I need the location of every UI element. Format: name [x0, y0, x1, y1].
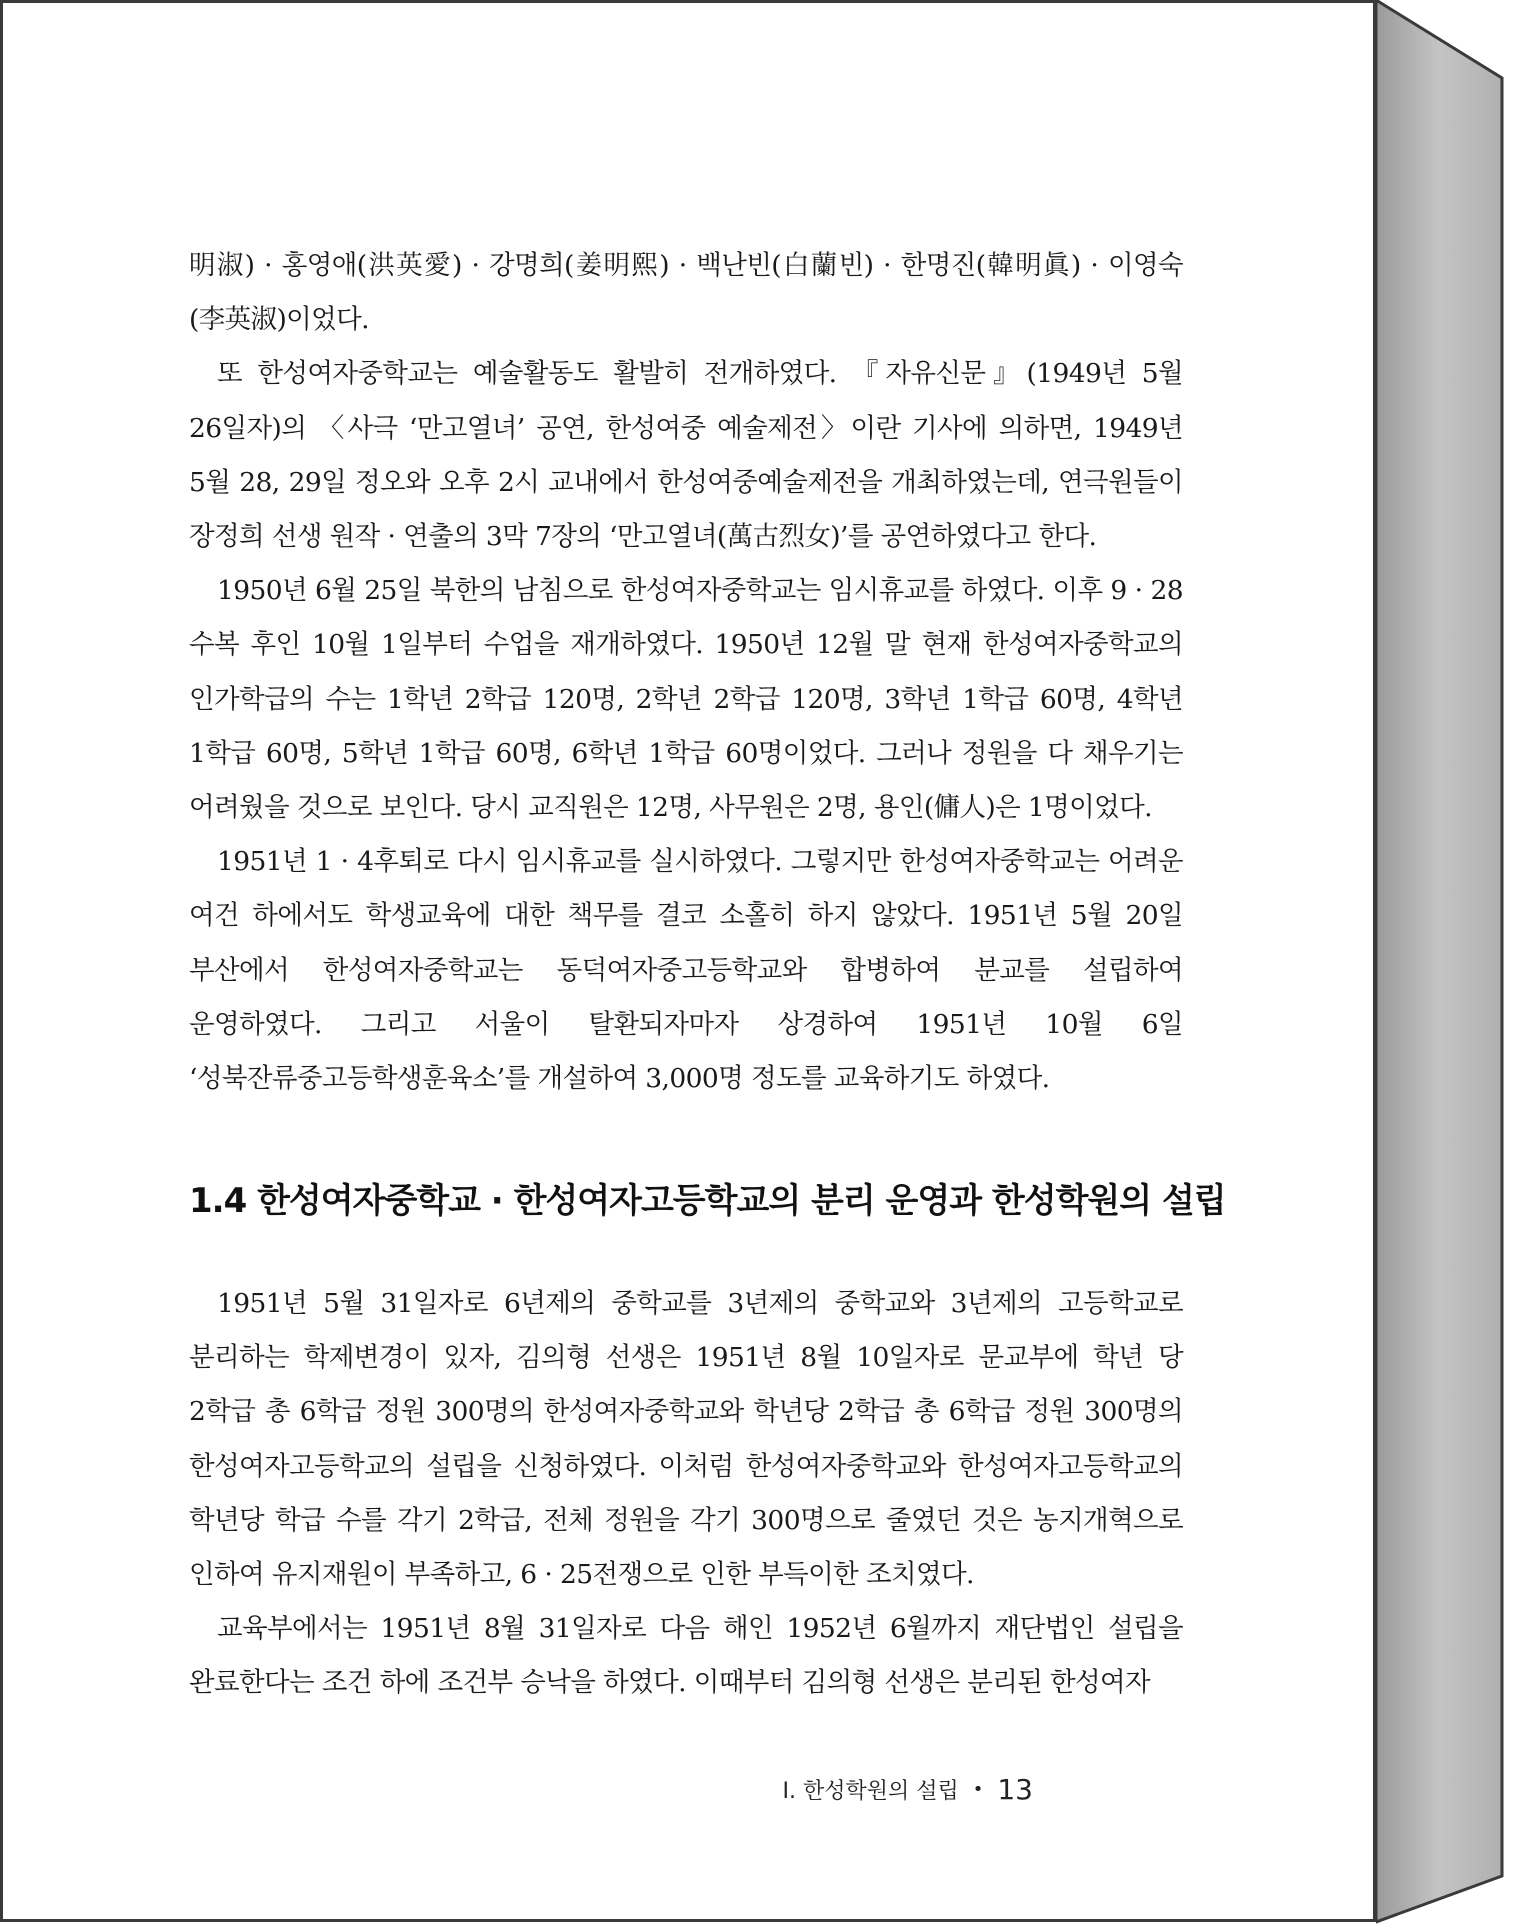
- paragraph: 1951년 1 · 4후퇴로 다시 임시휴교를 실시하였다. 그렇지만 한성여자중학교는 어려운 여건 하에서도 학생교육에 대한 책무를 결코 소홀히 하지 않았다. 1951년 5월 20일 부산에서 한성여자중학교는 동덕여자중고등학교와 합병하여 분교를 설립하여 운영하였다. 그리고 서울이 탈환되자마자 상경하여 1951년 10월 6일 ‘성북잔류중고등학생훈육소’를 개설하여 3,000명 정도를 교육하기도 하였다.: [189, 846, 1183, 1095]
- footer-bullet: •: [972, 1779, 984, 1800]
- paragraph: 1950년 6월 25일 북한의 남침으로 한성여자중학교는 임시휴교를 하였다. 이후 9 · 28 수복 후인 10월 1일부터 수업을 재개하였다. 1950년 12월 말 현재 한성여자중학교의 인가학급의 수는 1학년 2학급 120명, 2학년 2학급 120명, 3학년 1학급 60명, 4학년 1학급 60명, 5학년 1학급 60명, 6학년 1학급 60명이었다. 그러나 정원을 다 채우기는 어려웠을 것으로 보인다. 당시 교직원은 12명, 사무원은 2명, 용인(傭人)은 1명이었다.: [189, 575, 1183, 824]
- paragraph: 明淑) · 홍영애(洪英愛) · 강명희(姜明熙) · 백난빈(白蘭빈) · 한명진(韓明眞) · 이영숙(李英淑)이었다.: [189, 250, 1183, 336]
- section-heading: 1.4 한성여자중학교 · 한성여자고등학교의 분리 운영과 한성학원의 설립: [189, 1181, 1226, 1221]
- body-text-bottom: [189, 1277, 1183, 1711]
- paragraph: 1951년 5월 31일자로 6년제의 중학교를 3년제의 중학교와 3년제의 고등학교로 분리하는 학제변경이 있자, 김의형 선생은 1951년 8월 10일자로 문교부에 학년 당 2학급 총 6학급 정원 300명의 한성여자중학교와 학년당 2학급 총 6학급 정원 300명의 한성여자고등학교의 설립을 신청하였다. 이처럼 한성여자중학교와 한성여자고등학교의 학년당 학급 수를 각기 2학급, 전체 정원을 각기 300명으로 줄였던 것은 농지개혁으로 인하여 유지재원이 부족하고, 6 · 25전쟁으로 인한 부득이한 조치였다.: [189, 1288, 1183, 1591]
- page-number: 13: [997, 1773, 1033, 1806]
- paragraph: 교육부에서는 1951년 8월 31일자로 다음 해인 1952년 6월까지 재단법인 설립을 완료한다는 조건 하에 조건부 승낙을 하였다. 이때부터 김의형 선생은 분리된 한성여자: [189, 1613, 1183, 1699]
- page-stack-edge: [1376, 0, 1520, 1926]
- running-footer-chapter: Ⅰ. 한성학원의 설립: [782, 1779, 959, 1804]
- page-footer: [783, 1773, 1034, 1806]
- paragraph: 또 한성여자중학교는 예술활동도 활발히 전개하였다. 『자유신문』(1949년 5월 26일자)의 〈사극 ‘만고열녀’ 공연, 한성여중 예술제전〉이란 기사에 의하면, 1949년 5월 28, 29일 정오와 오후 2시 교내에서 한성여중예술제전을 개최하였는데, 연극원들이 장정희 선생 원작 · 연출의 3막 7장의 ‘만고열녀(萬古烈女)’를 공연하였다고 한다.: [189, 358, 1183, 553]
- body-text-top: [189, 239, 1183, 1106]
